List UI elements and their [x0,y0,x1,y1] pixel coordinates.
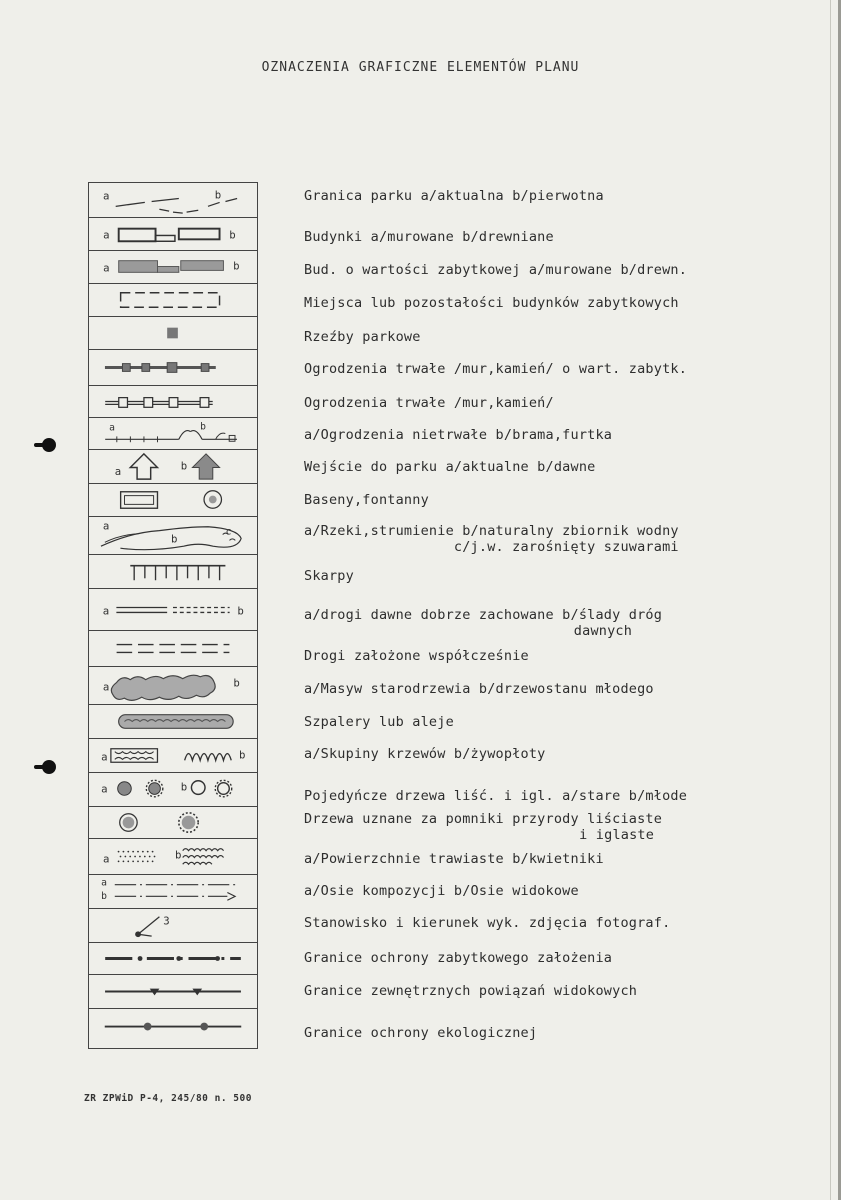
symbol-miejsca-budynkow [89,284,257,317]
symbol-ogrodzenia-nietrwale [89,418,257,450]
footer-reference: ZR ZPWiD P-4, 245/80 n. 500 [84,1093,252,1104]
symbol-rzezby [89,317,257,350]
label-b: b [233,259,240,273]
label-b: b [233,676,240,690]
desc-drogi-dawne-line1: a/drogi dawne dobrze zachowane b/ślady dróg [304,607,663,623]
desc-skupiny: a/Skupiny krzewów b/żywopłoty [304,746,546,762]
label-a: a [102,680,110,694]
symbol-baseny [89,484,257,517]
desc-granice-ekologicznej: Granice ochrony ekologicznej [304,1025,538,1041]
desc-rzeki [304,523,679,555]
label-b: b [214,188,222,202]
label-b: b [229,228,236,242]
symbol-drogi-dawne [89,589,257,631]
symbol-drogi-wspolczesne [89,631,257,667]
symbol-budynki [89,218,257,251]
symbol-ogrodzenia-zabytkowe [89,350,257,386]
desc-drogi-wspolczesne: Drogi założone współcześnie [304,648,529,664]
symbol-stanowisko [89,909,257,943]
label-b: b [237,604,244,618]
desc-osie: a/Osie kompozycji b/Osie widokowe [304,883,579,899]
punch-hole-mark [42,760,56,774]
desc-drogi-dawne [304,607,662,639]
symbol-powierzchnie [89,839,257,875]
label-a: a [103,189,110,203]
desc-skarpy: Skarpy [304,568,354,584]
symbol-granice-ekologicznej [89,1009,257,1049]
desc-powierzchnie: a/Powierzchnie trawiaste b/kwietniki [304,851,604,867]
desc-miejsca-budynkow: Miejsca lub pozostałości budynków zabytkowych [304,295,679,311]
desc-pomniki-line2: i iglaste [579,827,655,843]
label-b: b [180,459,188,473]
punch-hole-mark [42,438,56,452]
symbol-rzeki [89,517,257,555]
label-a: a [103,228,110,242]
label-b: b [174,848,182,862]
label-b: b [200,421,206,433]
desc-ogrodzenia-zabytkowe: Ogrodzenia trwałe /mur,kamień/ o wart. zabytk. [304,361,688,377]
symbol-masyw [89,667,257,705]
desc-wejscie: Wejście do parku a/aktualne b/dawne [304,459,596,475]
desc-ogrodzenia-trwale: Ogrodzenia trwałe /mur,kamień/ [304,395,554,411]
label-a: a [114,465,122,479]
desc-budynki: Budynki a/murowane b/drewniane [304,229,554,245]
label-b: b [101,891,108,903]
symbol-granice-ochrony-zabytkowego [89,943,257,975]
symbol-granice-widokowych [89,975,257,1009]
label-b: b [180,780,188,794]
label-b: b [238,748,246,762]
label-a: a [103,261,110,275]
label-a: a [102,604,110,618]
symbol-skupiny [89,739,257,773]
desc-pojedyncze-drzewa: Pojedyńcze drzewa liść. i igl. a/stare b/młode [304,788,688,804]
symbol-skarpy [89,555,257,589]
label-c: c [225,526,232,538]
symbol-pojedyncze-drzewa [89,773,257,807]
desc-granica-parku: Granica parku a/aktualna b/pierwotna [304,188,604,204]
page-title: OZNACZENIA GRAFICZNE ELEMENTÓW PLANU [261,60,580,75]
desc-ogrodzenia-nietrwale: a/Ogrodzenia nietrwałe b/brama,furtka [304,427,613,443]
desc-baseny: Baseny,fontanny [304,492,429,508]
label-a: a [109,422,115,434]
symbol-pomniki-przyrody [89,807,257,839]
symbol-ogrodzenia-trwale [89,386,257,418]
symbol-osie [89,875,257,909]
symbol-granica-parku [89,183,257,218]
desc-rzezby: Rzeźby parkowe [304,329,421,345]
symbol-szpalery [89,705,257,739]
legend-symbol-column [88,182,258,1049]
desc-szpalery: Szpalery lub aleje [304,714,454,730]
label-a: a [101,782,108,796]
desc-pomniki-przyrody [304,811,662,843]
desc-masyw: a/Masyw starodrzewia b/drzewostanu młodego [304,681,654,697]
desc-bud-zabytkowe: Bud. o wartości zabytkowej a/murowane b/drewn. [304,262,688,278]
label-three: 3 [163,914,170,928]
desc-rzeki-line1: a/Rzeki,strumienie b/naturalny zbiornik wodny [304,523,679,539]
desc-granice-ochrony-zabytkowego: Granice ochrony zabytkowego założenia [304,950,613,966]
label-a: a [101,750,108,764]
symbol-bud-zabytkowe [89,251,257,284]
label-b: b [171,532,178,546]
label-a: a [103,852,110,866]
desc-stanowisko: Stanowisko i kierunek wyk. zdjęcia fotograf. [304,915,671,931]
desc-granice-widokowych: Granice zewnętrznych powiązań widokowych [304,983,638,999]
label-a: a [102,519,110,533]
page-edge-line [830,0,831,1200]
label-a: a [101,877,108,889]
desc-pomniki-line1: Drzewa uznane za pomniki przyrody liściaste [304,811,663,827]
desc-rzeki-line2: c/j.w. zarośnięty szuwarami [453,539,679,555]
desc-drogi-dawne-line2: dawnych [573,623,633,639]
symbol-wejscie [89,450,257,484]
